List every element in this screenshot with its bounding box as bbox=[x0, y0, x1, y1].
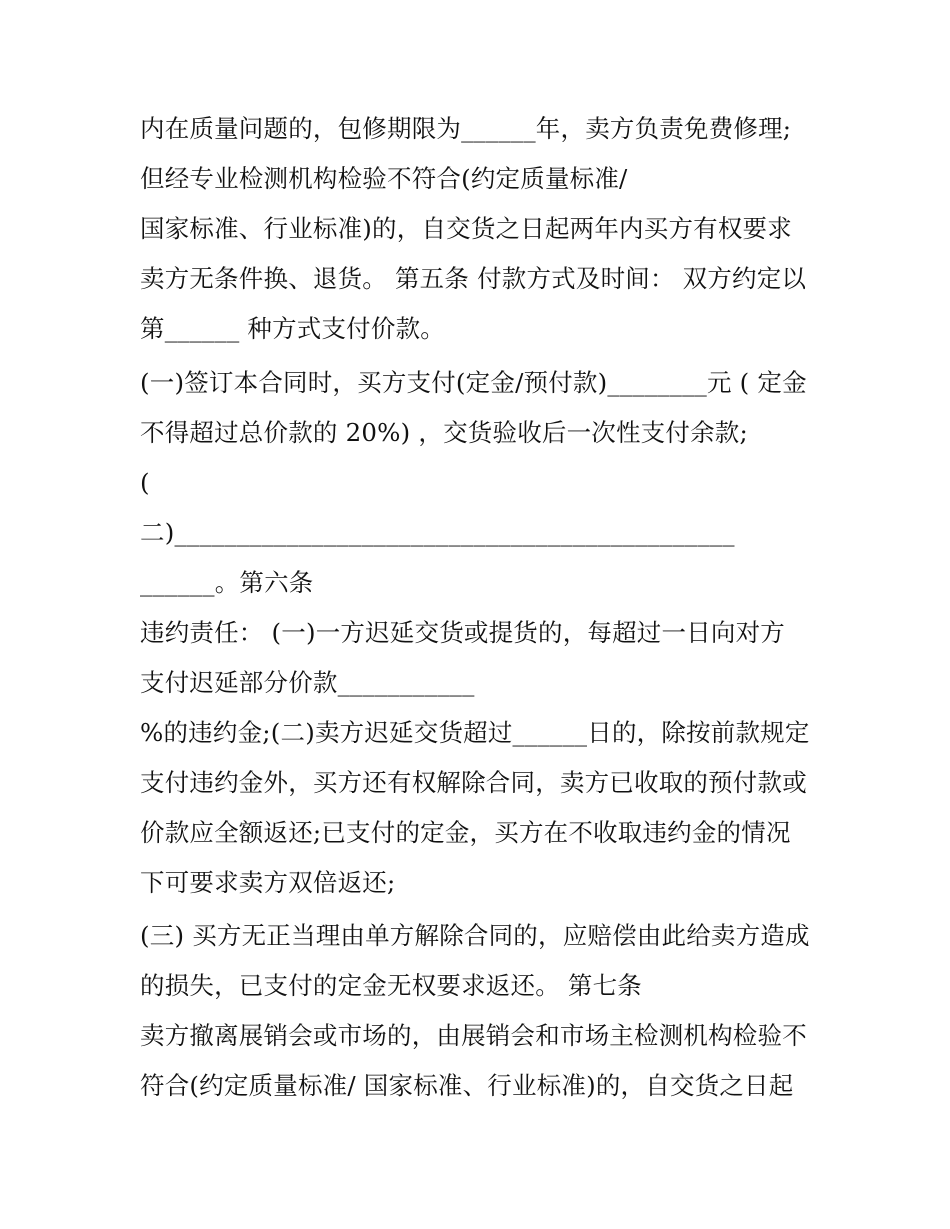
text-line: (一)签订本合同时，买方支付(定金/预付款)________元 ( 定金 bbox=[140, 368, 807, 397]
text-line: 二)_____________________________________________ bbox=[140, 518, 735, 547]
text-line: 支付违约金外，买方还有权解除合同，卖方已收取的预付款或 bbox=[140, 768, 807, 797]
text-line: 价款应全额返还;已支付的定金，买方在不收取违约金的情况 bbox=[140, 818, 791, 847]
text-line: 但经专业检测机构检验不符合(约定质量标准/ bbox=[140, 164, 628, 193]
text-line: 国家标准、行业标准)的，自交货之日起两年内买方有权要求 bbox=[140, 214, 792, 243]
text-line: (三) 买方无正当理由单方解除合同的，应赔偿由此给卖方造成 bbox=[140, 921, 810, 950]
text-line: ______。第六条 bbox=[140, 568, 314, 597]
text-line: 符合(约定质量标准/ 国家标准、行业标准)的，自交货之日起 bbox=[140, 1071, 794, 1100]
text-line: 下可要求卖方双倍返还; bbox=[140, 868, 396, 897]
text-line: 内在质量问题的，包修期限为______年，卖方负责免费修理; bbox=[140, 114, 792, 143]
text-line: 卖方撤离展销会或市场的，由展销会和市场主检测机构检验不 bbox=[140, 1021, 807, 1050]
text-line: 卖方无条件换、退货。 第五条 付款方式及时间： 双方约定以 bbox=[140, 264, 807, 293]
text-line: 的损失，已支付的定金无权要求返还。 第七条 bbox=[140, 971, 642, 1000]
text-line: %的违约金;(二)卖方迟延交货超过______日的，除按前款规定 bbox=[140, 718, 810, 747]
text-line: 不得超过总价款的 20%) ，交货验收后一次性支付余款; bbox=[140, 418, 748, 447]
text-line: ( bbox=[140, 468, 150, 497]
text-line: 支付迟延部分价款___________ bbox=[140, 668, 475, 697]
text-line: 第______ 种方式支付价款。 bbox=[140, 314, 445, 343]
text-line: 违约责任： (一)一方迟延交货或提货的，每超过一日向对方 bbox=[140, 618, 786, 647]
